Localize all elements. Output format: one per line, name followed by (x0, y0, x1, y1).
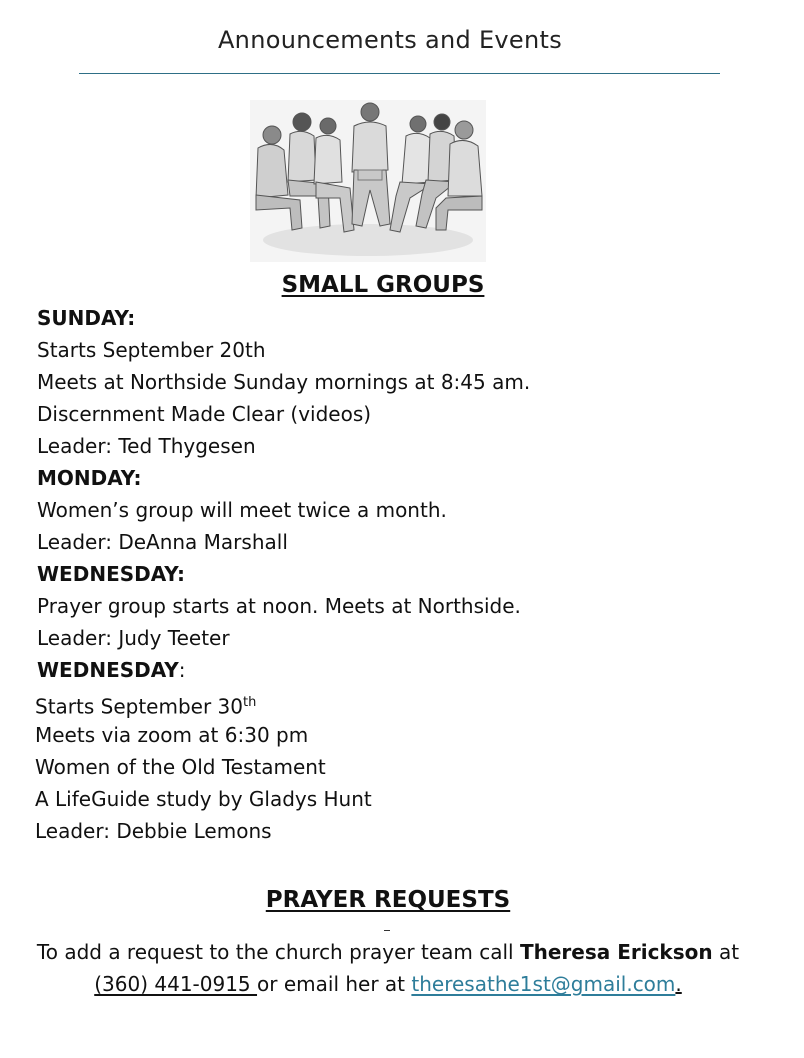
wednesday-line: Prayer group starts at noon. Meets at Northside. (37, 594, 521, 618)
title-divider (79, 73, 720, 74)
sunday-line: Leader: Ted Thygesen (37, 434, 256, 458)
wednesday-label: WEDNESDAY: (37, 562, 186, 586)
prayer-line-2 (0, 968, 776, 1000)
sunday-line: Meets at Northside Sunday mornings at 8:45 am. (37, 370, 531, 394)
page-title: Announcements and Events (217, 26, 563, 54)
prayer-line-1 (0, 936, 776, 968)
wednesday-evening-line: Meets via zoom at 6:30 pm (35, 723, 309, 747)
prayer-requests-heading: PRAYER REQUESTS (265, 887, 511, 913)
monday-line: Women’s group will meet twice a month. (37, 498, 447, 522)
prayer-text: at (712, 940, 740, 964)
small-groups-heading: SMALL GROUPS (281, 272, 485, 298)
sunday-line: Starts September 20th (37, 338, 266, 362)
wednesday-evening-line: Leader: Debbie Lemons (35, 819, 272, 843)
contact-name: Theresa Erickson (519, 940, 713, 964)
small-group-illustration (250, 100, 486, 262)
start-date-text: Starts September 30 (35, 694, 243, 719)
wednesday-evening-label (37, 658, 186, 682)
wednesday-colon: : (178, 658, 186, 682)
wednesday-line: Leader: Judy Teeter (37, 626, 230, 650)
sunday-line: Discernment Made Clear (videos) (37, 402, 372, 426)
wednesday-evening-start (35, 691, 256, 719)
sunday-label: SUNDAY: (37, 306, 136, 330)
wednesday-evening-line: Women of the Old Testament (35, 755, 326, 779)
start-date-suffix: th (243, 695, 257, 710)
phone-link[interactable]: (360) 441-0915 (94, 972, 258, 996)
prayer-text: To add a request to the church prayer team call (36, 940, 520, 964)
divider-mark (384, 930, 390, 931)
prayer-text: or email her at (257, 972, 412, 996)
email-link[interactable]: theresathe1st@gmail.com (411, 972, 676, 996)
monday-label: MONDAY: (37, 466, 142, 490)
wednesday-evening-line: A LifeGuide study by Gladys Hunt (35, 787, 372, 811)
period: . (675, 972, 682, 996)
wednesday-day: WEDNESDAY (37, 658, 179, 682)
monday-line: Leader: DeAnna Marshall (37, 530, 288, 554)
